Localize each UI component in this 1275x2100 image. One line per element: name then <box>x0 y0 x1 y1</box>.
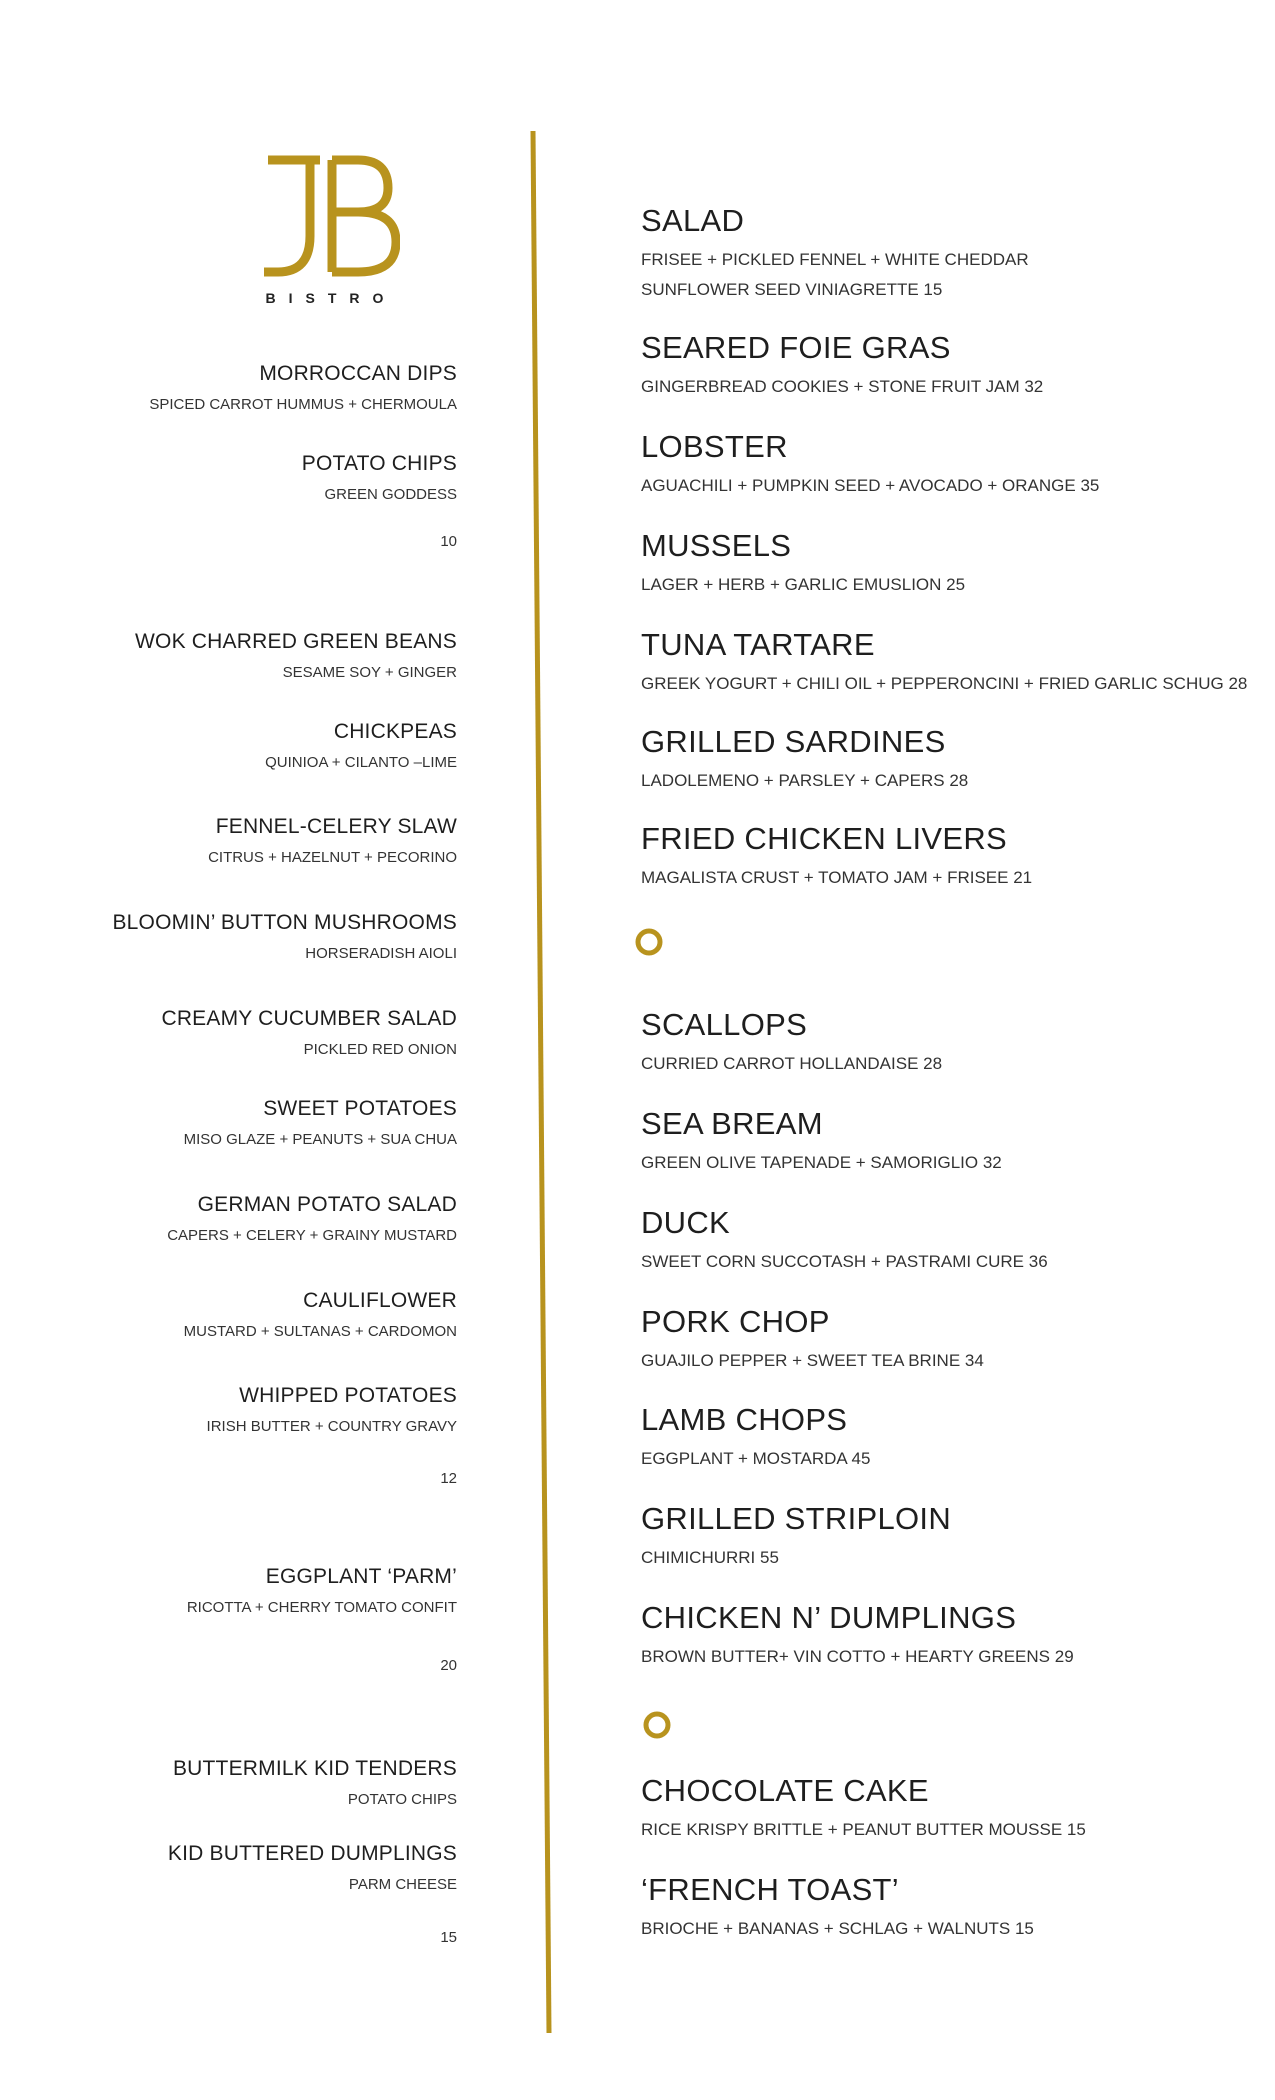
list-item <box>641 726 968 789</box>
item-title: TUNA TARTARE <box>641 627 875 662</box>
list-item <box>149 363 457 412</box>
price-label: 12 <box>440 1470 457 1487</box>
item-title: CHICKPEAS <box>333 720 457 743</box>
item-title: BUTTERMILK KID TENDERS <box>172 1757 457 1780</box>
item-title: MORROCCAN DIPS <box>259 362 457 385</box>
item-description: SWEET CORN SUCCOTASH + PASTRAMI CURE 36 <box>641 1252 1048 1271</box>
item-title: KID BUTTERED DUMPLINGS <box>167 1842 457 1865</box>
item-description: BRIOCHE + BANANAS + SCHLAG + WALNUTS 15 <box>641 1919 1034 1938</box>
item-title: ‘FRENCH TOAST’ <box>641 1872 899 1907</box>
item-description: LAGER + HERB + GARLIC EMUSLION 25 <box>641 575 966 594</box>
list-item <box>167 1194 457 1243</box>
item-title: SEARED FOIE GRAS <box>641 330 951 365</box>
item-title: PORK CHOP <box>641 1304 830 1339</box>
list-item <box>265 721 457 770</box>
jb-logo-icon <box>260 154 400 280</box>
item-title: CREAMY CUCUMBER SALAD <box>161 1007 457 1030</box>
list-item <box>641 530 965 593</box>
item-description: POTATO CHIPS <box>347 1791 457 1808</box>
list-item <box>641 431 1099 494</box>
item-title: SWEET POTATOES <box>263 1097 457 1120</box>
list-item <box>187 1566 457 1615</box>
item-description: GUAJILO PEPPER + SWEET TEA BRINE 34 <box>641 1351 984 1370</box>
item-title: DUCK <box>641 1205 731 1240</box>
list-item <box>184 1098 457 1147</box>
item-title: SEA BREAM <box>641 1106 823 1141</box>
item-title: GRILLED SARDINES <box>641 724 946 759</box>
item-description: SPICED CARROT HUMMUS + CHERMOULA <box>149 396 457 413</box>
item-description: MUSTARD + SULTANAS + CARDOMON <box>183 1323 457 1340</box>
center-divider-line <box>527 131 555 2033</box>
item-description: CURRIED CARROT HOLLANDAISE 28 <box>641 1054 943 1073</box>
item-description: IRISH BUTTER + COUNTRY GRAVY <box>206 1418 457 1435</box>
list-item <box>641 1207 1048 1270</box>
item-description: GINGERBREAD COOKIES + STONE FRUIT JAM 32 <box>641 377 1044 396</box>
item-title: SCALLOPS <box>641 1007 808 1042</box>
list-item <box>641 629 1247 692</box>
item-description: EGGPLANT + MOSTARDA 45 <box>641 1449 871 1468</box>
item-description: GREEK YOGURT + CHILI OIL + PEPPERONCINI + FRIED GARLIC SCHUG 28 <box>641 674 1248 693</box>
item-title: CAULIFLOWER <box>303 1289 457 1312</box>
list-item <box>641 823 1032 886</box>
list-item <box>641 1108 1002 1171</box>
item-title: GERMAN POTATO SALAD <box>197 1193 457 1216</box>
item-description: AGUACHILI + PUMPKIN SEED + AVOCADO + ORANGE 35 <box>641 476 1100 495</box>
list-item <box>302 453 457 502</box>
list-item <box>173 1758 457 1807</box>
item-description: GREEN OLIVE TAPENADE + SAMORIGLIO 32 <box>641 1153 1002 1172</box>
list-item <box>641 1306 984 1369</box>
item-title: CHOCOLATE CAKE <box>641 1773 929 1808</box>
item-title: CHICKEN N’ DUMPLINGS <box>641 1600 1017 1635</box>
item-title: WOK CHARRED GREEN BEANS <box>135 630 457 653</box>
list-item <box>168 1843 457 1892</box>
list-item <box>641 1503 951 1566</box>
item-title: FRIED CHICKEN LIVERS <box>641 821 1008 856</box>
list-item <box>112 912 457 961</box>
list-item <box>641 205 1029 298</box>
item-description: RICE KRISPY BRITTLE + PEANUT BUTTER MOUSSE 15 <box>641 1820 1086 1839</box>
item-title: LOBSTER <box>641 429 788 464</box>
item-description: PICKLED RED ONION <box>303 1041 457 1058</box>
list-item <box>184 1290 457 1339</box>
item-title: EGGPLANT ‘PARM’ <box>265 1565 457 1588</box>
price-label: 20 <box>440 1657 457 1674</box>
list-item <box>641 1602 1074 1665</box>
item-description: SESAME SOY + GINGER <box>282 664 457 681</box>
list-item <box>641 1874 1034 1937</box>
item-title: SALAD <box>641 203 745 238</box>
item-description: PARM CHEESE <box>348 1876 457 1893</box>
list-item <box>641 1404 870 1467</box>
item-description: RICOTTA + CHERRY TOMATO CONFIT <box>186 1599 457 1616</box>
price-label: 10 <box>440 533 457 550</box>
logo-subtitle: BISTRO <box>265 290 397 306</box>
section-divider-circle-icon <box>634 927 664 957</box>
item-description: CHIMICHURRI 55 <box>641 1548 779 1567</box>
list-item <box>208 816 457 865</box>
list-item <box>161 1008 457 1057</box>
item-description: CITRUS + HAZELNUT + PECORINO <box>208 849 457 866</box>
item-description: HORSERADISH AIOLI <box>305 945 457 962</box>
section-divider-circle-icon <box>642 1710 672 1740</box>
list-item <box>641 332 1043 395</box>
item-title: WHIPPED POTATOES <box>239 1384 457 1407</box>
item-description: GREEN GODDESS <box>324 486 457 503</box>
price-label: 15 <box>440 1929 457 1946</box>
item-description: LADOLEMENO + PARSLEY + CAPERS 28 <box>641 771 969 790</box>
list-item <box>641 1775 1086 1838</box>
item-title: FENNEL-CELERY SLAW <box>215 815 457 838</box>
list-item <box>135 631 457 680</box>
item-title: LAMB CHOPS <box>641 1402 848 1437</box>
item-description: FRISEE + PICKLED FENNEL + WHITE CHEDDAR <box>641 250 1029 269</box>
item-title: GRILLED STRIPLOIN <box>641 1501 952 1536</box>
item-description: QUINIOA + CILANTO –LIME <box>265 754 457 771</box>
item-description: BROWN BUTTER+ VIN COTTO + HEARTY GREENS 29 <box>641 1647 1074 1666</box>
list-item <box>207 1385 457 1434</box>
item-title: POTATO CHIPS <box>301 452 457 475</box>
item-description-line2: SUNFLOWER SEED VINIAGRETTE 15 <box>641 280 943 299</box>
item-description: CAPERS + CELERY + GRAINY MUSTARD <box>167 1227 457 1244</box>
item-title: BLOOMIN’ BUTTON MUSHROOMS <box>112 911 457 934</box>
item-description: MISO GLAZE + PEANUTS + SUA CHUA <box>183 1131 457 1148</box>
list-item <box>641 1009 942 1072</box>
item-description: MAGALISTA CRUST + TOMATO JAM + FRISEE 21 <box>641 868 1033 887</box>
item-title: MUSSELS <box>641 528 792 563</box>
